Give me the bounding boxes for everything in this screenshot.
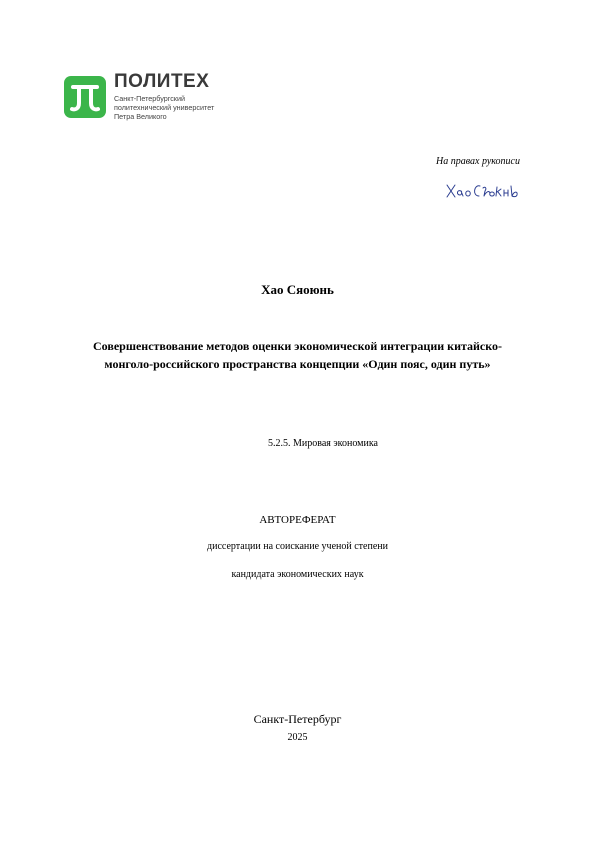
logo-subtitle-line: Петра Великого [114, 112, 167, 121]
document-type: АВТОРЕФЕРАТ [259, 514, 336, 526]
logo-subtitle [114, 94, 214, 121]
city: Санкт-Петербург [253, 712, 342, 726]
university-logo [64, 72, 264, 122]
title-line: Совершенствование методов оценки экономической интеграции китайско- [92, 339, 503, 353]
dissertation-line: диссертации на соискание ученой степени [207, 541, 388, 552]
rights-notice: На правах рукописи [436, 156, 520, 167]
dissertation-title [40, 337, 555, 373]
author-name: Хао Сяоюнь [261, 282, 334, 297]
year: 2025 [287, 732, 308, 743]
politech-logo-icon [64, 76, 106, 118]
title-line: монголо-российского пространства концепции «Один пояс, один путь» [104, 357, 491, 371]
logo-subtitle-line: политехнический университет [114, 103, 215, 112]
logo-wordmark: ПОЛИТЕХ [114, 71, 210, 92]
logo-subtitle-line: Санкт-Петербургский [114, 94, 185, 103]
specialty-code: 5.2.5. Мировая экономика [268, 438, 378, 449]
handwritten-signature [444, 178, 524, 204]
degree-line: кандидата экономических наук [231, 569, 364, 580]
